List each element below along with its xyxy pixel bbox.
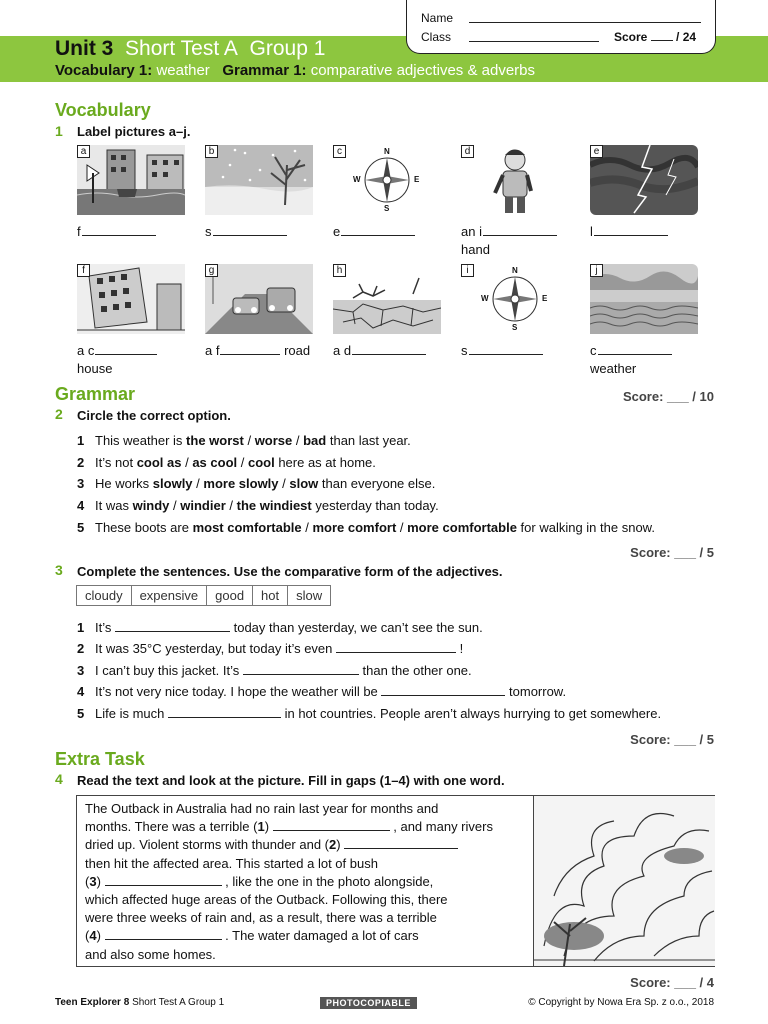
answer-f[interactable]: a c (77, 343, 157, 358)
answer-blank[interactable] (381, 686, 505, 696)
reading-text: The Outback in Australia had no rain last year for months and months. There was a terrible (1) , and many rivers dried up. Violent storms with thunder and (2) then hit the affected area. This started a lot of bush (3) , like the one in the photo alongside, which affected huge areas of the Outback. Following this, there were three weeks of rain and, as a result, there was a terrible (4) . The water damaged a lot of cars and also some homes. (85, 801, 493, 962)
extra-task-title: Extra Task (55, 749, 145, 769)
photocopiable-badge: PHOTOCOPIABLE (320, 997, 417, 1009)
option-1[interactable]: the worst (186, 433, 244, 448)
class-field[interactable] (469, 41, 599, 42)
picture-b-snow: b (205, 145, 313, 215)
class-label: Class (421, 30, 452, 44)
answer-d[interactable]: an i (461, 224, 557, 239)
gap-4[interactable] (105, 930, 222, 940)
question-instruction: Read the text and look at the picture. Fill in gaps (1–4) with one word. (77, 773, 505, 788)
option-3[interactable]: the windiest (236, 498, 312, 513)
vocabulary-title: Vocabulary (55, 100, 151, 120)
answer-j-suffix: weather (590, 361, 637, 376)
option-1[interactable]: cool as (136, 455, 182, 470)
extra-score: Score: ___ / 4 (630, 975, 714, 990)
q3-item: 5 Life is much in hot countries. People aren’t always hurrying to get somewhere. (77, 706, 662, 721)
answer-c[interactable]: e (333, 224, 415, 239)
answer-h[interactable]: a d (333, 343, 426, 358)
option-3[interactable]: cool (247, 455, 275, 470)
copyright: © Copyright by Nowa Era Sp. z o.o., 2018 (528, 997, 714, 1008)
question-instruction: Complete the sentences. Use the comparative form of the adjectives. (77, 564, 503, 579)
answer-i[interactable]: s (461, 343, 543, 358)
option-2[interactable]: more comfort (312, 520, 397, 535)
footer-book: Teen Explorer 8 Short Test A Group 1 (55, 997, 225, 1008)
picture-a-flood: a (77, 145, 185, 215)
gap-1[interactable] (273, 821, 390, 831)
q2-item: 2 It’s not cool as / as cool / cool here as at home. (77, 455, 376, 470)
picture-i-compass-south: i N S E W (461, 264, 569, 334)
word: cloudy (77, 586, 132, 605)
question-number: 2 (55, 406, 63, 422)
picture-j-cloudy-sea: j (590, 264, 698, 334)
picture-g-foggy-road: g (205, 264, 313, 334)
option-1[interactable]: most comfortable (192, 520, 302, 535)
answer-blank[interactable] (115, 622, 230, 632)
option-2[interactable]: more slowly (203, 476, 279, 491)
q2-item: 1 This weather is the worst / worse / bad than last year. (77, 433, 411, 448)
option-2[interactable]: windier (180, 498, 226, 513)
q3-item: 1 It’s today than yesterday, we can’t see the sun. (77, 620, 483, 635)
reading-box (76, 795, 715, 967)
answer-j[interactable]: c (590, 343, 672, 358)
word: slow (296, 588, 323, 603)
question-number: 4 (55, 771, 63, 787)
option-3[interactable]: slow (289, 476, 319, 491)
q2-score: Score: ___ / 5 (630, 545, 714, 560)
word: hot (253, 586, 288, 605)
unit-subtitle: Vocabulary 1: weather Grammar 1: comparative adjectives & adverbs (55, 62, 535, 79)
name-label: Name (421, 11, 454, 25)
grammar-score: Score: ___ / 10 (622, 389, 714, 404)
q2-item: 4 It was windy / windier / the windiest yesterday than today. (77, 498, 439, 513)
question-number: 1 (55, 123, 63, 139)
name-class-box (406, 0, 716, 54)
name-field[interactable] (469, 22, 701, 23)
picture-f-collapsed-house: f (77, 264, 185, 334)
picture-e-lightning: e (590, 145, 698, 215)
picture-h-drought: h (333, 264, 441, 334)
bushfire-picture (533, 796, 715, 966)
word: expensive (132, 586, 208, 605)
answer-a[interactable]: f (77, 224, 156, 239)
option-1[interactable]: windy (132, 498, 170, 513)
answer-d-suffix: hand (461, 242, 490, 257)
unit-title: Unit 3 Short Test A Group 1 (55, 37, 326, 60)
total-score: Score / 24 (614, 30, 697, 44)
option-2[interactable]: as cool (192, 455, 238, 470)
option-1[interactable]: slowly (152, 476, 193, 491)
q2-item: 5 These boots are most comfortable / more comfort / more comfortable for walking in the snow. (77, 520, 655, 535)
gap-2[interactable] (344, 839, 458, 849)
picture-c-compass-east: c N S E W (333, 145, 441, 215)
q3-item: 3 I can’t buy this jacket. It’s than the other one. (77, 663, 472, 678)
picture-d-boy: d (461, 145, 569, 215)
answer-blank[interactable] (243, 665, 359, 675)
answer-blank[interactable] (168, 708, 281, 718)
question-instruction: Label pictures a–j. (77, 124, 191, 139)
answer-blank[interactable] (336, 643, 456, 653)
answer-g[interactable]: a f road (205, 343, 311, 358)
option-3[interactable]: more comfortable (407, 520, 517, 535)
word-box (76, 585, 331, 606)
q2-item: 3 He works slowly / more slowly / slow than everyone else. (77, 476, 436, 491)
grammar-title: Grammar (55, 384, 136, 404)
q3-item: 4 It’s not very nice today. I hope the weather will be tomorrow. (77, 684, 567, 699)
word: good (207, 586, 253, 605)
question-number: 3 (55, 562, 63, 578)
q3-item: 2 It was 35°C yesterday, but today it’s even ! (77, 641, 464, 656)
question-instruction: Circle the correct option. (77, 408, 231, 423)
gap-3[interactable] (105, 876, 222, 886)
answer-b[interactable]: s (205, 224, 287, 239)
q3-score: Score: ___ / 5 (630, 732, 714, 747)
option-3[interactable]: bad (303, 433, 327, 448)
answer-f-suffix: house (77, 361, 113, 376)
option-2[interactable]: worse (254, 433, 293, 448)
answer-e[interactable]: l (590, 224, 668, 239)
